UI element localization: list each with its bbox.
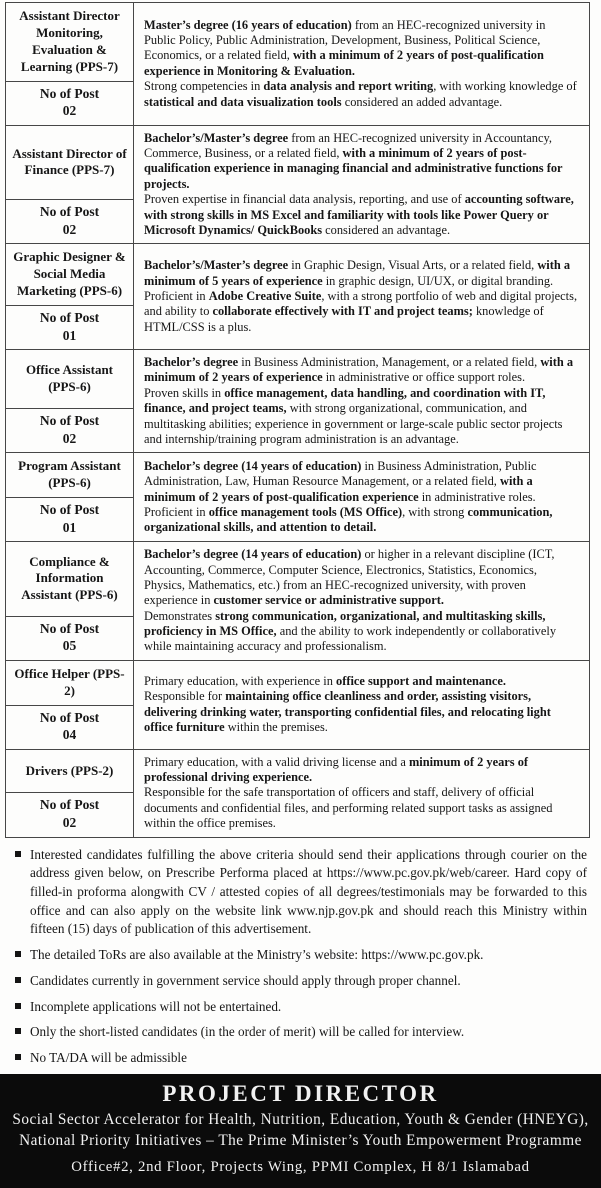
no-of-post-value: 01 [62,327,77,343]
position-title: Assistant Director Monitoring, Evaluation & Learning (PPS-7) [19,8,120,74]
no-of-post-value: 02 [62,430,77,446]
post-count [6,199,133,243]
programme-name-line2: National Priority Initiatives – The Prime Minister’s Youth Empowerment Programme [19,1132,582,1150]
requirement-paragraph: Proven skills in office management, data handling, and coordination with IT, finance, and project teams, with strong organizational, communication, and multitasking abilities; experience in government or large-scale public sector projects and internship/training program administration is an advantage. [144,385,563,446]
note-item [12,1049,587,1068]
no-of-post-value: 01 [62,519,77,535]
position-cell [6,453,134,541]
notes-list [12,846,587,1068]
square-bullet-icon [15,851,21,857]
no-of-post-label: No of Post [39,797,100,813]
no-of-post-value: 04 [62,727,77,743]
no-of-post-value: 02 [62,103,77,119]
position-cell [6,350,134,452]
table-row [6,661,589,750]
post-count [6,497,133,541]
position-title: Compliance & Information Assistant (PPS-6) [21,553,118,603]
requirements-cell [134,453,589,541]
position-cell [6,750,134,837]
square-bullet-icon [15,1028,21,1034]
requirements-cell [134,542,589,660]
table-row [6,750,589,837]
requirements-cell [134,126,589,244]
note-text: Interested candidates fulfilling the above criteria should send their applications through courier on the address given below, on Prescribe Performa placed at https://www.pc.gov.pk/web/career. Hard copy of filled-in proforma alongwith CV / attested copies of all degrees/testimonials may be forwarded to this office and can also apply on the website link www.njp.gov.pk and should reach this Ministry within fifteen (15) days of publication of this advertisement. [30,846,587,937]
no-of-post-value: 02 [62,221,77,237]
no-of-post-label: No of Post [39,620,100,636]
table-row [6,453,589,542]
note-text: Incomplete applications will not be entertained. [30,998,282,1014]
requirements-cell [134,750,589,837]
no-of-post-value: 05 [62,638,77,654]
requirements-cell [134,244,589,349]
post-count [6,792,133,836]
requirement-paragraph: Master’s degree (16 years of education) from an HEC-recognized university in Public Policy, Public Administration, Development, Business, Political Science, Economics, or a related field, with a minimum of 2 years of post-qualification experience in Monitoring & Evaluation. [144,17,546,78]
requirement-paragraph: Primary education, with a valid driving license and a minimum of 2 years of professional driving experience. [144,754,529,785]
note-item [12,1023,587,1042]
footer-banner [0,1074,601,1188]
requirement-paragraph: Demonstrates strong communication, organizational, and multitasking skills, proficiency in MS Office, and the ability to work independently or collaboratively while maintaining accuracy and professionalism. [144,608,557,654]
no-of-post-label: No of Post [39,309,100,325]
post-count [6,705,133,749]
table-row [6,126,589,245]
requirement-paragraph: Proficient in office management tools (MS Office), with strong communication, organizational skills, and attention to detail. [144,504,553,535]
position-title: Program Assistant (PPS-6) [18,458,121,491]
no-of-post-value: 02 [62,815,77,830]
note-text: The detailed ToRs are also available at the Ministry’s website: https://www.pc.gov.pk. [30,947,484,963]
position-cell [6,542,134,660]
requirement-paragraph: Bachelor’s degree (14 years of education) in Business Administration, Public Administration, Law, Human Resource Management, or a related field, with a minimum of 2 years of post-qualification experience in administrative roles. [144,458,537,504]
requirement-paragraph: Proven expertise in financial data analysis, reporting, and use of accounting software, with strong skills in MS Excel and familiarity with tools like Power Query or Microsoft Dynamics/ QuickBooks considered an advantage. [144,192,574,237]
requirement-paragraph: Bachelor’s/Master’s degree from an HEC-recognized university in Accountancy, Commerce, Business, or a related field, with a minimum of 2 years of post-qualification experience in managing financial and administrative functions for projects. [144,130,563,191]
note-text: No TA/DA will be admissible [30,1050,187,1066]
note-text: Only the short-listed candidates (in the order of merit) will be called for interview. [30,1024,465,1040]
position-cell [6,244,134,349]
requirement-paragraph: Bachelor’s degree in Business Administration, Management, or a related field, with a minimum of 2 years of experience in administrative or office support roles. [144,355,574,385]
requirement-paragraph: Responsible for the safe transportation of officers and staff, delivery of official documents and confidential files, and performing related support tasks as assigned within the office premises. [144,785,553,831]
post-count [6,81,133,125]
post-count [6,408,133,452]
position-title: Assistant Director of Finance (PPS-7) [12,145,127,178]
square-bullet-icon [15,951,21,957]
requirement-paragraph: Proficient in Adobe Creative Suite, with a strong portfolio of web and digital projects, and ability to collaborate effectively with IT and project teams; knowledge of HTML/CSS is a plus. [144,288,578,334]
no-of-post-label: No of Post [39,204,100,220]
requirements-cell [134,3,589,125]
no-of-post-label: No of Post [39,85,100,101]
position-title: Office Assistant (PPS-6) [25,362,114,395]
square-bullet-icon [15,977,21,983]
no-of-post-label: No of Post [39,413,100,429]
no-of-post-label: No of Post [39,502,100,518]
table-row [6,350,589,453]
note-item [12,998,587,1017]
position-title: Office Helper (PPS-2) [14,665,125,698]
requirement-paragraph: Responsible for maintaining office cleanliness and order, assisting visitors, delivering drinking water, transporting confidential files, and relocating light office furniture within the premises. [144,689,551,735]
square-bullet-icon [15,1003,21,1009]
requirement-paragraph: Primary education, with experience in office support and maintenance. [144,673,507,688]
note-text: Candidates currently in government service should apply through proper channel. [30,972,461,988]
table-row [6,3,589,126]
project-director-title: PROJECT DIRECTOR [162,1080,439,1106]
post-count [6,616,133,660]
table-row [6,542,589,661]
requirement-paragraph: Strong competencies in data analysis and report writing, with working knowledge of statistical and data visualization tools considered an added advantage. [144,79,577,109]
requirement-paragraph: Bachelor’s degree (14 years of education) or higher in a relevant discipline (ICT, Accounting, Commerce, Computer Science, Electronics, Statistics, Economics, Physics, Mathematics, etc.) from an HEC-recognized university, with proven experience in customer service or administrative support. [144,547,555,608]
position-title: Graphic Designer & Social Media Marketing (PPS-6) [13,249,126,299]
position-cell [6,661,134,749]
requirements-cell [134,350,589,452]
requirements-cell [134,661,589,749]
note-item [12,972,587,991]
square-bullet-icon [15,1054,21,1060]
post-count [6,305,133,349]
positions-table [5,2,590,838]
office-address: Office#2, 2nd Floor, Projects Wing, PPMI Complex, H 8/1 Islamabad [71,1158,530,1175]
no-of-post-label: No of Post [39,709,100,725]
position-cell [6,126,134,244]
note-item [12,946,587,965]
table-row [6,244,589,350]
requirement-paragraph: Bachelor’s/Master’s degree in Graphic Design, Visual Arts, or a related field, with a minimum of 5 years of experience in graphic design, UI/UX, or digital branding. [144,258,571,288]
programme-name-line1: Social Sector Accelerator for Health, Nutrition, Education, Youth & Gender (HNEYG), [12,1111,589,1129]
note-item [12,846,587,940]
position-title: Drivers (PPS-2) [25,762,114,778]
position-cell [6,3,134,125]
